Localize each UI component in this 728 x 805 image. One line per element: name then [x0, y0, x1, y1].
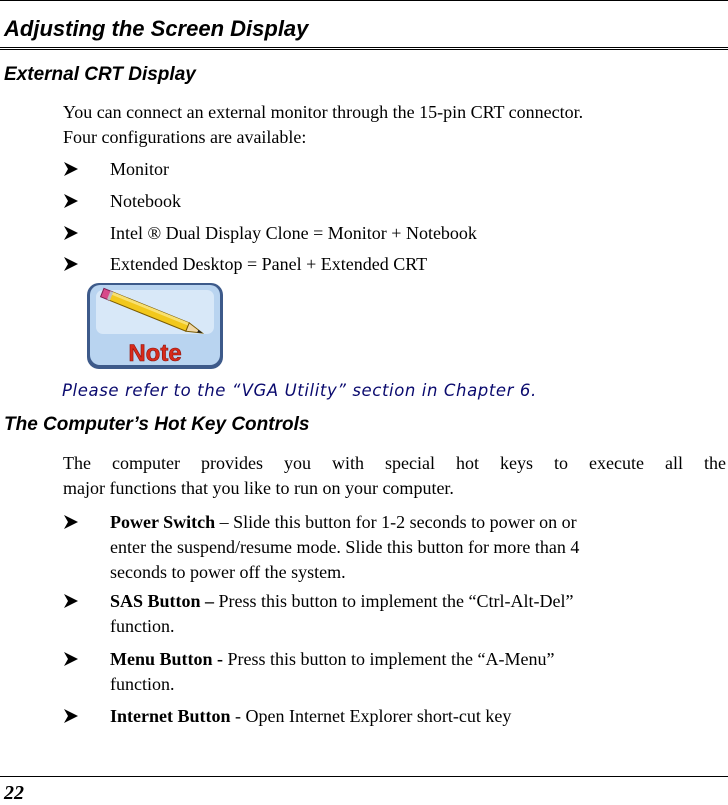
arrow-bullet-icon [63, 593, 79, 609]
hot-key-line: function. [110, 674, 175, 694]
list-item-internet-button [63, 704, 693, 732]
note-pencil-icon [84, 280, 226, 372]
section1-intro-line-1: You can connect an external monitor through the 15-pin CRT connector. [63, 102, 584, 122]
hot-key-desc: - Open Internet Explorer short-cut key [230, 706, 512, 726]
page-number: 22 [4, 782, 24, 804]
hot-key-term: Power Switch [110, 512, 216, 532]
arrow-bullet-icon [63, 708, 79, 724]
hot-key-line [110, 647, 693, 672]
list-item-power-switch [63, 510, 693, 589]
section-heading-hot-keys: The Computer’s Hot Key Controls [4, 414, 310, 435]
crt-config-list [63, 157, 693, 283]
hot-key-desc: Press this button to implement the “A-Menu” [223, 649, 555, 669]
arrow-bullet-icon [63, 651, 79, 667]
section-heading-external-crt: External CRT Display [4, 64, 196, 85]
arrow-bullet-icon [63, 225, 79, 241]
hot-key-line: enter the suspend/resume mode. Slide this button for more than 4 [110, 537, 580, 557]
list-item [63, 221, 693, 252]
section1-intro [63, 100, 726, 150]
list-item-sas-button [63, 589, 693, 647]
hot-key-line: function. [110, 616, 175, 636]
list-item-label: Intel ® Dual Display Clone = Monitor + Notebook [110, 223, 477, 243]
hot-key-line [110, 589, 693, 614]
arrow-bullet-icon [63, 256, 79, 272]
hot-key-desc: Press this button to implement the “Ctrl-Alt-Del” [214, 591, 574, 611]
hot-key-term: Menu Button - [110, 649, 224, 669]
hot-key-line: seconds to power off the system. [110, 562, 346, 582]
list-item [63, 252, 693, 283]
arrow-bullet-icon [63, 514, 79, 530]
note-text: Please refer to the “VGA Utility” section in Chapter 6. [62, 381, 537, 400]
arrow-bullet-icon [63, 161, 79, 177]
hot-key-list [63, 510, 693, 732]
hot-key-term: Internet Button [110, 706, 231, 726]
section1-intro-line-2: Four configurations are available: [63, 127, 307, 147]
top-rule [0, 0, 728, 1]
hot-key-line [110, 704, 693, 729]
list-item-label: Notebook [110, 191, 181, 211]
list-item-label: Monitor [110, 159, 170, 179]
hot-key-desc: – Slide this button for 1-2 seconds to power on or [215, 512, 577, 532]
section2-intro-line-2: major functions that you like to run on your computer. [63, 478, 454, 498]
note-icon-label: Note [128, 340, 182, 367]
list-item [63, 189, 693, 221]
section2-intro [63, 451, 726, 501]
list-item [63, 157, 693, 189]
page-title: Adjusting the Screen Display [4, 16, 309, 41]
list-item-label: Extended Desktop = Panel + Extended CRT [110, 254, 428, 274]
footer-rule [0, 776, 728, 777]
section2-intro-line-1: The computer provides you with special hot keys to execute all the [63, 453, 726, 473]
list-item-menu-button [63, 647, 693, 704]
hot-key-line [110, 510, 693, 535]
hot-key-term: SAS Button – [110, 591, 215, 611]
title-double-rule [0, 47, 728, 50]
arrow-bullet-icon [63, 193, 79, 209]
